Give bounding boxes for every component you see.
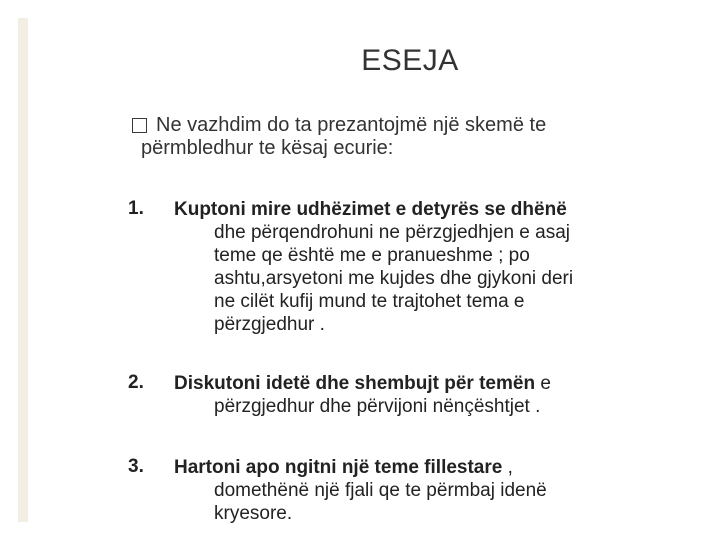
list-item-text bbox=[174, 372, 703, 418]
list-item-1 bbox=[128, 198, 703, 336]
list-item-lead: Hartoni apo ngitni një teme fillestare bbox=[174, 457, 503, 478]
list-item-line: përzgjedhur dhe përvijoni nënçështjet . bbox=[214, 396, 541, 417]
intro-text bbox=[141, 114, 692, 160]
list-number: 3. bbox=[128, 456, 144, 477]
list-item-text bbox=[174, 456, 703, 525]
list-item-line: dhe përqendrohuni ne përzgjedhjen e asaj bbox=[214, 222, 570, 243]
list-item-line: ashtu,arsyetoni me kujdes dhe gjykoni deri bbox=[214, 268, 574, 289]
list-item-line: teme qe është me e pranueshme ; po bbox=[214, 245, 530, 266]
list-item-3 bbox=[128, 456, 703, 525]
list-item-line: kryesore. bbox=[214, 503, 293, 524]
list-item-lead: Kuptoni mire udhëzimet e detyrës se dhënë bbox=[174, 199, 567, 220]
page-title: ESEJA bbox=[361, 44, 459, 77]
list-item-lead: Diskutoni idetë dhe shembujt për temën bbox=[174, 373, 536, 394]
list-item-line: përzgjedhur . bbox=[214, 314, 325, 335]
list-number: 2. bbox=[128, 372, 144, 393]
intro-bullet bbox=[132, 114, 692, 160]
list-item-2 bbox=[128, 372, 703, 418]
decorative-sidebar bbox=[18, 18, 28, 522]
list-item-line: domethënë një fjali qe te përmbaj idenë bbox=[214, 480, 547, 501]
list-item-line: ne cilët kufij mund te trajtohet tema e bbox=[214, 291, 525, 312]
list-item-lead-tail: e bbox=[535, 373, 551, 394]
list-number: 1. bbox=[128, 198, 144, 219]
list-item-lead-tail: , bbox=[502, 457, 513, 478]
square-bullet-icon bbox=[132, 118, 147, 133]
intro-line-2: përmbledhur te kësaj ecurie: bbox=[141, 137, 394, 159]
list-item-text bbox=[174, 198, 703, 336]
intro-line-1: Ne vazhdim do ta prezantojmë një skemë te bbox=[156, 114, 547, 136]
